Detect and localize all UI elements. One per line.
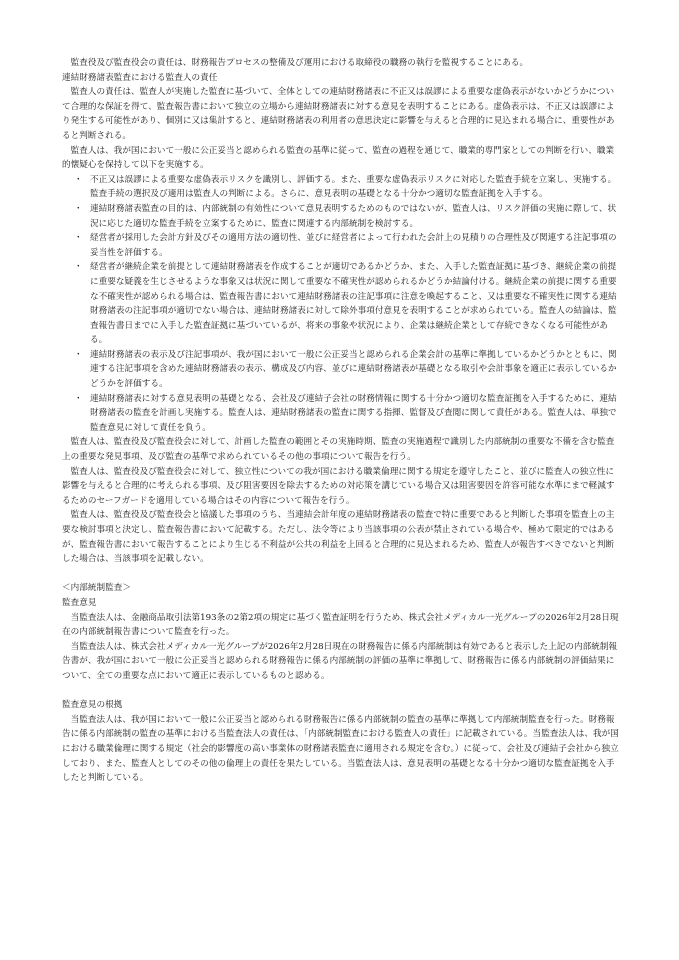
section-heading-opinion: 監査意見 bbox=[62, 597, 97, 608]
bullet-text: 不正又は誤謬による重要な虚偽表示リスクを識別し、評価する。また、重要な虚偽表示リスクに対応した監査手続を立案し、実施する。監査手続の選択及び適用は監査人の判断による。さらに、意見表明の基礎となる十分かつ適切な監査証拠を入手する。 bbox=[90, 174, 617, 200]
body-paragraph: 監査人は、我が国において一般に公正妥当と認められる監査の基準に従って、監査の過程を通じて、職業的専門家としての判断を行い、職業的懐疑心を保持して以下を実施する。 bbox=[62, 145, 615, 171]
bullet-text: 連結財務諸表に対する意見表明の基礎となる、会社及び連結子会社の財務情報に関する十分かつ適切な監査証拠を入手するために、連結財務諸表の監査を計画し実施する。監査人は、連結財務諸表の監査に関する指揮、監督及び査閲に関して責任がある。監査人は、単独で監査意見に対して責任を負う。 bbox=[90, 393, 617, 433]
procedure-bullet-list bbox=[62, 173, 620, 436]
body-paragraph: 監査人の責任は、監査人が実施した監査に基づいて、全体としての連結財務諸表に不正又は誤謬による重要な虚偽表示がないかどうかについて合理的な保証を得て、監査報告書において独立の立場から連結財務諸表に対する意見を表明することにある。虚偽表示は、不正又は誤謬により発生する可能性があり、個別に又は集計すると、連結財務諸表の利用者の意思決定に影響を与えると合理的に見込まれる場合に、重要性があると判断される。 bbox=[62, 87, 615, 141]
bullet-item bbox=[62, 202, 620, 231]
document-page bbox=[62, 56, 620, 786]
bullet-marker: ・ bbox=[74, 262, 83, 273]
bullet-marker: ・ bbox=[74, 233, 83, 244]
body-paragraph: 当監査法人は、我が国において一般に公正妥当と認められる財務報告に係る内部統制の監査の基準に準拠して内部統制監査を行った。財務報告に係る内部統制の監査の基準における当監査法人の責任は、「内部統制監査における監査人の責任」に記載されている。当監査法人は、我が国における職業倫理に関する規定（社会的影響度の高い事業体の財務諸表監査に適用される規定を含む。）に従って、会社及び連結子会社から独立しており、また、監査人としてのその他の倫理上の責任を果たしている。当監査法人は、意見表明の基礎となる十分かつ適切な監査証拠を入手したと判断している。 bbox=[62, 714, 619, 784]
bullet-marker: ・ bbox=[74, 393, 83, 404]
body-paragraph: 当監査法人は、株式会社メディカル一光グループが2026年2月28日現在の財務報告に係る内部統制は有効であると表示した上記の内部統制報告書が、我が国において一般に公正妥当と認められる財務報告に係る内部統制の評価の基準に準拠して、財務報告に係る内部統制の評価結果について、全ての重要な点において適正に表示しているものと認める。 bbox=[62, 641, 618, 681]
bullet-text: 経営者が継続企業を前提として連結財務諸表を作成することが適切であるかどうか、また、入手した監査証拠に基づき、継続企業の前提に重要な疑義を生じさせるような事象又は状況に関して重要な不確実性が認められるかどうか結論付ける。継続企業の前提に関する重要な不確実性が認められる場合は、監査報告書において連結財務諸表の注記事項に注意を喚起すること、又は重要な不確実性に関する連結財務諸表の注記事項が適切でない場合は、連結財務諸表に対して除外事項付意見を表明することが求められている。監査人の結論は、監査報告書日までに入手した監査証拠に基づいているが、将来の事象や状況により、企業は継続企業として存続できなくなる可能性がある。 bbox=[90, 262, 617, 346]
body-paragraph: 監査人は、監査役及び監査役会に対して、計画した監査の範囲とその実施時期、監査の実施過程で識別した内部統制の重要な不備を含む監査上の重要な発見事項、及び監査の基準で求められているその他の事項について報告を行う。 bbox=[62, 437, 615, 463]
body-paragraph: 監査人は、監査役及び監査役会に対して、独立性についての我が国における職業倫理に関する規定を遵守したこと、並びに監査人の独立性に影響を与えると合理的に考えられる事項、及び阻害要因を除去するための対応策を講じている場合又は阻害要因を許容可能な水準にまで軽減するためのセーフガードを適用している場合はその内容について報告を行う。 bbox=[62, 466, 615, 506]
section-heading-basis: 監査意見の根拠 bbox=[62, 700, 123, 711]
body-paragraph: 当監査法人は、金融商品取引法第193条の2第2項の規定に基づく監査証明を行うため、株式会社メディカル一光グループの2026年2月28日現在の内部統制報告書について監査を行った。 bbox=[62, 612, 619, 638]
body-paragraph: 監査人は、監査役及び監査役会と協議した事項のうち、当連結会計年度の連結財務諸表の監査で特に重要であると判断した事項を監査上の主要な検討事項と決定し、監査報告書において記載する。ただし、法令等により当該事項の公表が禁止されている場合や、極めて限定的ではあるが、監査報告書において報告することにより生じる不利益が公共の利益を上回ると合理的に見込まれるため、監査人が報告すべきでないと判断した場合は、当該事項を記載しない。 bbox=[62, 510, 615, 565]
bullet-item bbox=[62, 231, 620, 260]
section-label-internal-control: ＜内部統制監査＞ bbox=[62, 583, 132, 594]
intro-paragraph: 監査役及び監査役会の責任は、財務報告プロセスの整備及び運用における取締役の職務の執行を監視することにある。 bbox=[70, 58, 529, 68]
bullet-item bbox=[62, 260, 620, 348]
bullet-marker: ・ bbox=[74, 174, 83, 185]
bullet-item bbox=[62, 392, 620, 436]
bullet-marker: ・ bbox=[74, 349, 83, 360]
bullet-text: 連結財務諸表の表示及び注記事項が、我が国において一般に公正妥当と認められる企業会計の基準に準拠しているかどうかとともに、関連する注記事項を含めた連結財務諸表の表示、構成及び内容、並びに連結財務諸表が基礎となる取引や会計事象を適正に表示しているかどうかを評価する。 bbox=[90, 349, 617, 390]
bullet-item bbox=[62, 173, 620, 202]
bullet-item bbox=[62, 348, 620, 392]
spacer bbox=[62, 684, 620, 699]
bullet-marker: ・ bbox=[74, 203, 83, 214]
section-heading-consolidated-audit: 連結財務諸表監査における監査人の責任 bbox=[62, 72, 218, 83]
spacer bbox=[62, 567, 620, 582]
bullet-text: 連結財務諸表監査の目的は、内部統制の有効性について意見表明するためのものではないが、監査人は、リスク評価の実施に際して、状況に応じた適切な監査手続を立案するために、監査に関連する内部統制を検討する。 bbox=[90, 203, 617, 229]
bullet-text: 経営者が採用した会計方針及びその適用方法の適切性、並びに経営者によって行われた会計上の見積りの合理性及び関連する注記事項の妥当性を評価する。 bbox=[90, 233, 617, 258]
